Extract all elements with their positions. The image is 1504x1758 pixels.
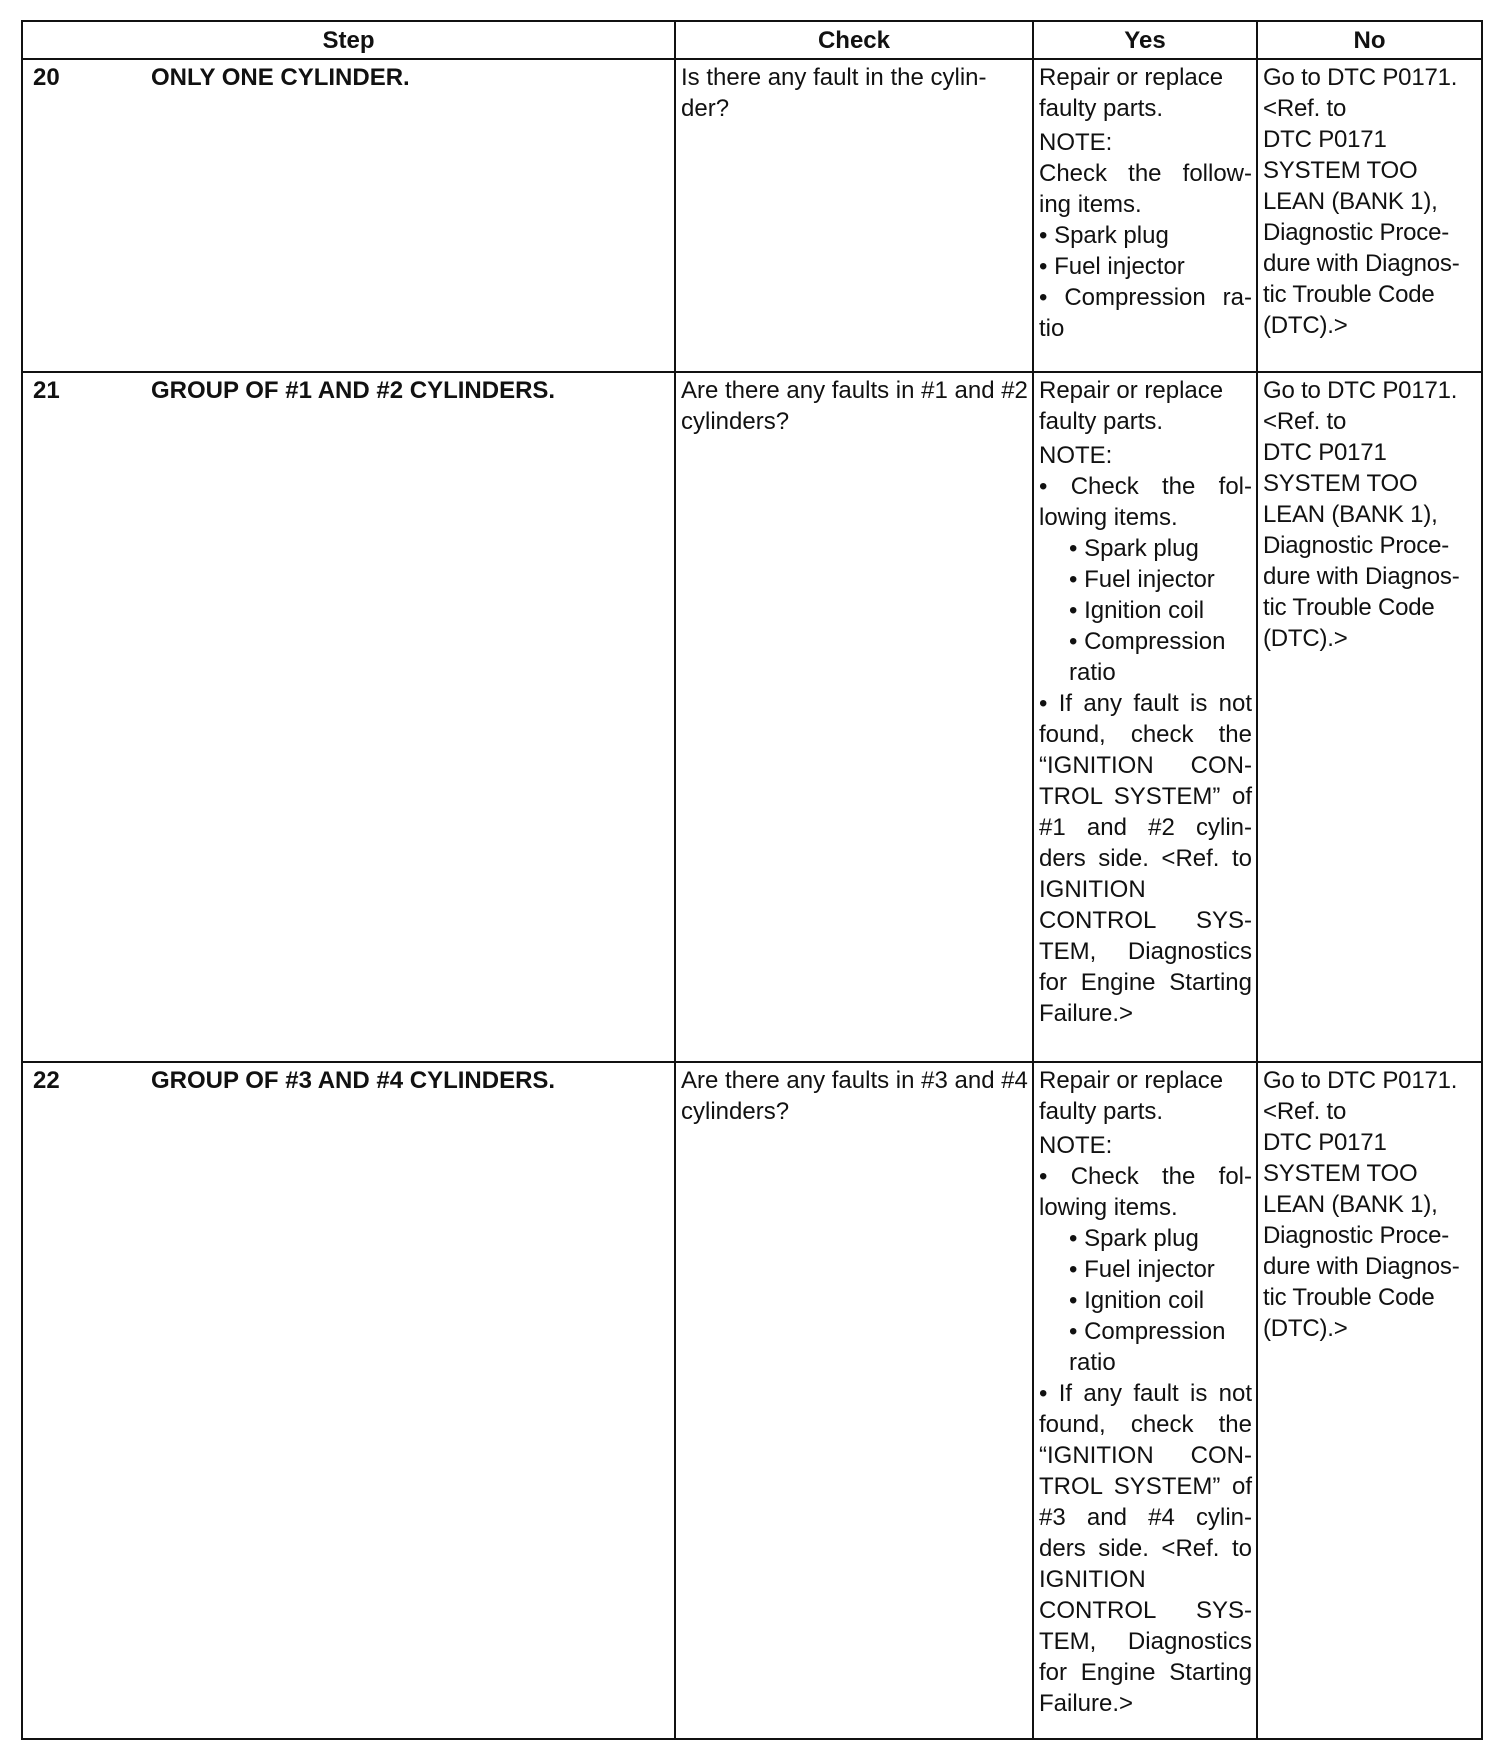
no-line: dure with Diagnos- (1263, 250, 1460, 277)
note-label: NOTE: (1039, 1132, 1113, 1159)
no-line: LEAN (BANK 1), (1263, 501, 1438, 528)
no-line: <Ref. to (1263, 408, 1347, 435)
note-item: • Spark plug (1039, 222, 1169, 249)
note-label: NOTE: (1039, 129, 1113, 156)
note-intro: • Check the fol-lowing items. (1039, 1163, 1252, 1221)
no-line: LEAN (BANK 1), (1263, 188, 1438, 215)
check-question: Is there any fault in the cylin-der? (681, 64, 987, 122)
yes-cell (1033, 1062, 1257, 1739)
no-line: dure with Diagnos- (1263, 1253, 1460, 1280)
note-item: • Spark plug (1069, 1225, 1199, 1252)
no-line: (DTC).> (1263, 1315, 1348, 1342)
no-line: Go to DTC P0171. (1263, 64, 1458, 91)
table-row (22, 1062, 1482, 1739)
header-yes: Yes (1033, 21, 1257, 59)
step-cell (22, 1062, 675, 1739)
no-line: SYSTEM TOO (1263, 1160, 1418, 1187)
no-line: DTC P0171 (1263, 1129, 1387, 1156)
note-item: • Fuel injector (1069, 1256, 1215, 1283)
no-line: LEAN (BANK 1), (1263, 1191, 1438, 1218)
no-line: Diagnostic Proce- (1263, 532, 1450, 559)
note-item: • Fuel injector (1039, 253, 1185, 280)
check-cell (675, 59, 1033, 372)
no-line: DTC P0171 (1263, 439, 1387, 466)
note-item: • Fuel injector (1069, 566, 1215, 593)
note-item: • Spark plug (1069, 535, 1199, 562)
no-line: Go to DTC P0171. (1263, 1067, 1458, 1094)
step-number: 20 (33, 64, 60, 91)
note-item: • Compression ratio (1069, 1318, 1226, 1376)
note-item: • Compression ratio (1069, 628, 1226, 686)
no-cell (1257, 1062, 1482, 1739)
yes-cell (1033, 59, 1257, 372)
no-line: SYSTEM TOO (1263, 157, 1418, 184)
header-no: No (1257, 21, 1482, 59)
check-cell (675, 372, 1033, 1062)
step-title: GROUP OF #3 AND #4 CYLINDERS. (151, 1067, 556, 1094)
note-extra: • If any fault is not found, check the “IGNITION CON-TROL SYSTEM” of #1 and #2 cylin-ders side. <Ref. to IGNITION CONTROL SYS-TEM, Diagnostics for Engine Starting Failure.> (1039, 690, 1252, 1027)
no-line: tic Trouble Code (1263, 281, 1435, 308)
yes-action: Repair or replace faulty parts. (1039, 377, 1224, 435)
no-line: Diagnostic Proce- (1263, 219, 1450, 246)
yes-action: Repair or replace faulty parts. (1039, 64, 1224, 122)
no-line: SYSTEM TOO (1263, 470, 1418, 497)
table-row (22, 372, 1482, 1062)
diagnostic-table (21, 20, 1483, 1740)
no-line: Go to DTC P0171. (1263, 377, 1458, 404)
no-line: DTC P0171 (1263, 126, 1387, 153)
note-intro: Check the follow-ing items. (1039, 160, 1252, 218)
no-line: (DTC).> (1263, 625, 1348, 652)
no-line: dure with Diagnos- (1263, 563, 1460, 590)
no-line: tic Trouble Code (1263, 1284, 1435, 1311)
table-row (22, 59, 1482, 372)
step-cell (22, 59, 675, 372)
step-cell (22, 372, 675, 1062)
no-line: <Ref. to (1263, 1098, 1347, 1125)
no-line: (DTC).> (1263, 312, 1348, 339)
header-row (22, 21, 1482, 59)
check-cell (675, 1062, 1033, 1739)
no-cell (1257, 372, 1482, 1062)
note-item: • Compression ra-tio (1039, 284, 1252, 342)
note-extra: • If any fault is not found, check the “IGNITION CON-TROL SYSTEM” of #3 and #4 cylin-ders side. <Ref. to IGNITION CONTROL SYS-TEM, Diagnostics for Engine Starting Failure.> (1039, 1380, 1252, 1717)
step-title: GROUP OF #1 AND #2 CYLINDERS. (151, 377, 556, 404)
step-number: 21 (33, 377, 60, 404)
check-question: Are there any faults in #1 and #2 cylinders? (681, 377, 1028, 435)
no-line: <Ref. to (1263, 95, 1347, 122)
no-line: Diagnostic Proce- (1263, 1222, 1450, 1249)
yes-cell (1033, 372, 1257, 1062)
note-item: • Ignition coil (1069, 597, 1205, 624)
no-cell (1257, 59, 1482, 372)
no-line: tic Trouble Code (1263, 594, 1435, 621)
check-question: Are there any faults in #3 and #4 cylinders? (681, 1067, 1028, 1125)
note-label: NOTE: (1039, 442, 1113, 469)
header-step: Step (22, 21, 675, 59)
yes-action: Repair or replace faulty parts. (1039, 1067, 1224, 1125)
step-number: 22 (33, 1067, 60, 1094)
step-title: ONLY ONE CYLINDER. (151, 64, 410, 91)
note-item: • Ignition coil (1069, 1287, 1205, 1314)
header-check: Check (675, 21, 1033, 59)
note-intro: • Check the fol-lowing items. (1039, 473, 1252, 531)
